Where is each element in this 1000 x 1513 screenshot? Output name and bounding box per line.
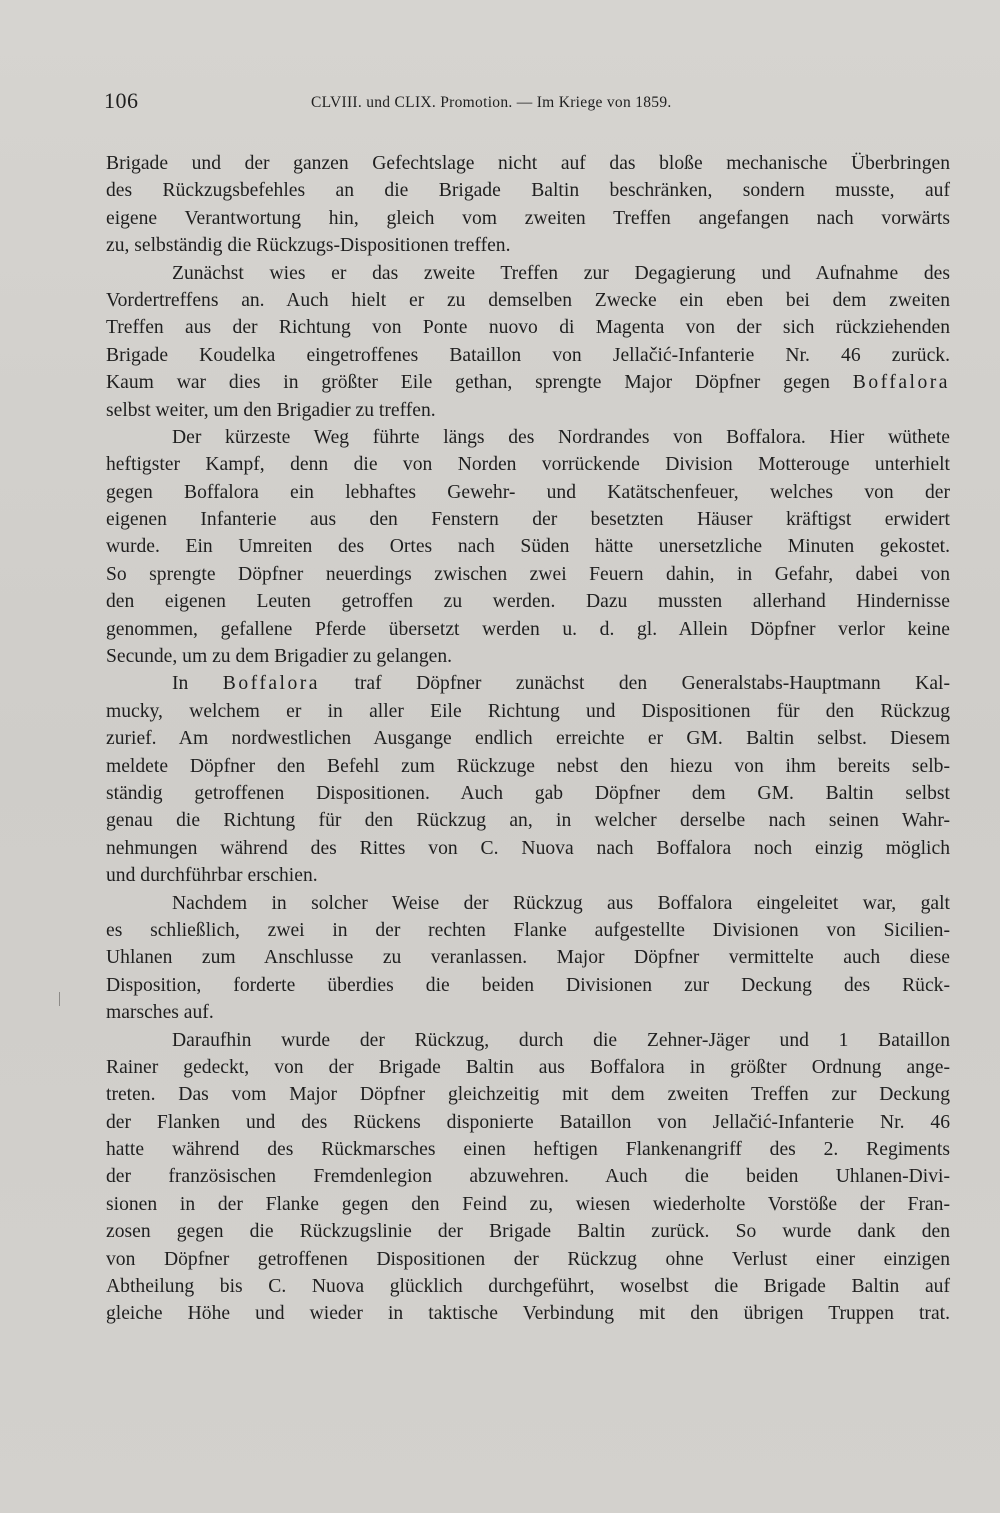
text-line: Daraufhin wurde der Rückzug, durch die Zehner-Jäger und 1 Bataillon (172, 1029, 950, 1051)
emphasized-place-name: Boffalora (852, 372, 950, 394)
text-line: mucky, welchem er in aller Eile Richtung und Dispositionen für den Rückzug (106, 700, 950, 722)
paragraph (106, 1027, 950, 1328)
text-line: ständig getroffenen Dispositionen. Auch gab Döpfner dem GM. Baltin selbst (106, 782, 950, 804)
text-segment: Kaum war dies in größter Eile gethan, sprengte Major Döpfner gegen (106, 372, 830, 394)
text-line: gleiche Höhe und wieder in taktische Verbindung mit den übrigen Truppen trat. (106, 1303, 950, 1325)
emphasized-place-name: Boffalora (222, 673, 321, 695)
text-line: sionen in der Flanke gegen den Feind zu, wiesen wiederholte Vorstöße der Fran- (106, 1193, 950, 1215)
text-line: Secunde, um zu dem Brigadier zu gelangen. (106, 646, 453, 668)
text-line: genau die Richtung für den Rückzug an, in welcher derselbe nach seinen Wahr- (106, 810, 950, 832)
text-line (106, 670, 950, 697)
text-line: Rainer gedeckt, von der Brigade Baltin aus Boffalora in größter Ordnung ange- (106, 1056, 950, 1078)
text-line: nehmungen während des Rittes von C. Nuova nach Boffalora noch einzig möglich (106, 837, 950, 859)
text-line: den eigenen Leuten getroffen zu werden. Dazu mussten allerhand Hindernisse (106, 591, 950, 613)
text-line: es schließlich, zwei in der rechten Flanke aufgestellte Divisionen von Sicilien- (106, 919, 950, 941)
margin-mark (59, 992, 60, 1006)
text-line: Uhlanen zum Anschlusse zu veranlassen. Major Döpfner vermittelte auch diese (106, 947, 950, 969)
page-header (104, 88, 754, 120)
text-line: Zunächst wies er das zweite Treffen zur Degagierung und Aufnahme des (172, 262, 950, 284)
text-line: treten. Das vom Major Döpfner gleichzeitig mit dem zweiten Treffen zur Deckung (106, 1084, 950, 1106)
text-line: wurde. Ein Umreiten des Ortes nach Süden hätte unersetzliche Minuten gekostet. (106, 536, 950, 558)
paragraph (106, 260, 950, 424)
running-title: CLVIII. und CLIX. Promotion. — Im Kriege von 1859. (311, 94, 672, 111)
text-line: eigene Verantwortung hin, gleich vom zweiten Treffen angefangen nach vorwärts (106, 207, 950, 229)
paragraph (106, 150, 950, 260)
text-line: der Flanken und des Rückens disponierte Bataillon von Jellačić-Infanterie Nr. 46 (106, 1111, 950, 1133)
text-line: Brigade Koudelka eingetroffenes Bataillon von Jellačić-Infanterie Nr. 46 zurück. (106, 344, 950, 366)
text-line: Abtheilung bis C. Nuova glücklich durchgeführt, woselbst die Brigade Baltin auf (106, 1276, 950, 1298)
paragraph (106, 424, 950, 671)
text-line: gegen Boffalora ein lebhaftes Gewehr- und Katätschenfeuer, welches von der (106, 481, 950, 503)
page-number: 106 (104, 88, 139, 113)
text-line: eigenen Infanterie aus den Fenstern der besetzten Häuser kräftigst erwidert (106, 509, 950, 531)
text-line: von Döpfner getroffenen Dispositionen der Rückzug ohne Verlust einer einzigen (106, 1248, 950, 1270)
paragraph (106, 670, 950, 889)
text-line: und durchführbar erschien. (106, 865, 318, 887)
text-line: Nachdem in solcher Weise der Rückzug aus Boffalora eingeleitet war, galt (172, 892, 950, 914)
text-line: der französischen Fremdenlegion abzuwehren. Auch die beiden Uhlanen-Divi- (106, 1166, 950, 1188)
paragraph (106, 890, 950, 1027)
text-line (106, 369, 950, 396)
body-text (106, 150, 950, 1328)
text-line: zosen gegen die Rückzugslinie der Brigade Baltin zurück. So wurde dank den (106, 1221, 950, 1243)
text-line: Vordertreffens an. Auch hielt er zu demselben Zwecke ein eben bei dem zweiten (106, 289, 950, 311)
text-line: marsches auf. (106, 1002, 214, 1024)
text-line: heftigster Kampf, denn die von Norden vorrückende Division Motterouge unterhielt (106, 454, 950, 476)
text-line: zu, selbständig die Rückzugs-Dispositionen treffen. (106, 235, 511, 257)
text-line: meldete Döpfner den Befehl zum Rückzuge nebst den hiezu von ihm bereits selb- (106, 755, 950, 777)
text-line: Der kürzeste Weg führte längs des Nordrandes von Boffalora. Hier wüthete (172, 426, 950, 448)
text-line: zurief. Am nordwestlichen Ausgange endlich erreichte er GM. Baltin selbst. Diesem (106, 728, 950, 750)
text-line: So sprengte Döpfner neuerdings zwischen zwei Feuern dahin, in Gefahr, dabei von (106, 563, 950, 585)
text-line: selbst weiter, um den Brigadier zu treffen. (106, 399, 436, 421)
text-line: genommen, gefallene Pferde übersetzt werden u. d. gl. Allein Döpfner verlor keine (106, 618, 950, 640)
text-line: des Rückzugsbefehles an die Brigade Baltin beschränken, sondern musste, auf (106, 180, 950, 202)
text-segment: In (172, 673, 189, 695)
text-line: Disposition, forderte überdies die beiden Divisionen zur Deckung des Rück- (106, 974, 950, 996)
text-line: hatte während des Rückmarsches einen heftigen Flankenangriff des 2. Regiments (106, 1139, 950, 1161)
text-segment: traf Döpfner zunächst den Generalstabs-Hauptmann Kal- (354, 673, 950, 695)
text-line: Treffen aus der Richtung von Ponte nuovo di Magenta von der sich rückziehenden (106, 317, 950, 339)
text-line: Brigade und der ganzen Gefechtslage nicht auf das bloße mechanische Überbringen (106, 153, 950, 174)
